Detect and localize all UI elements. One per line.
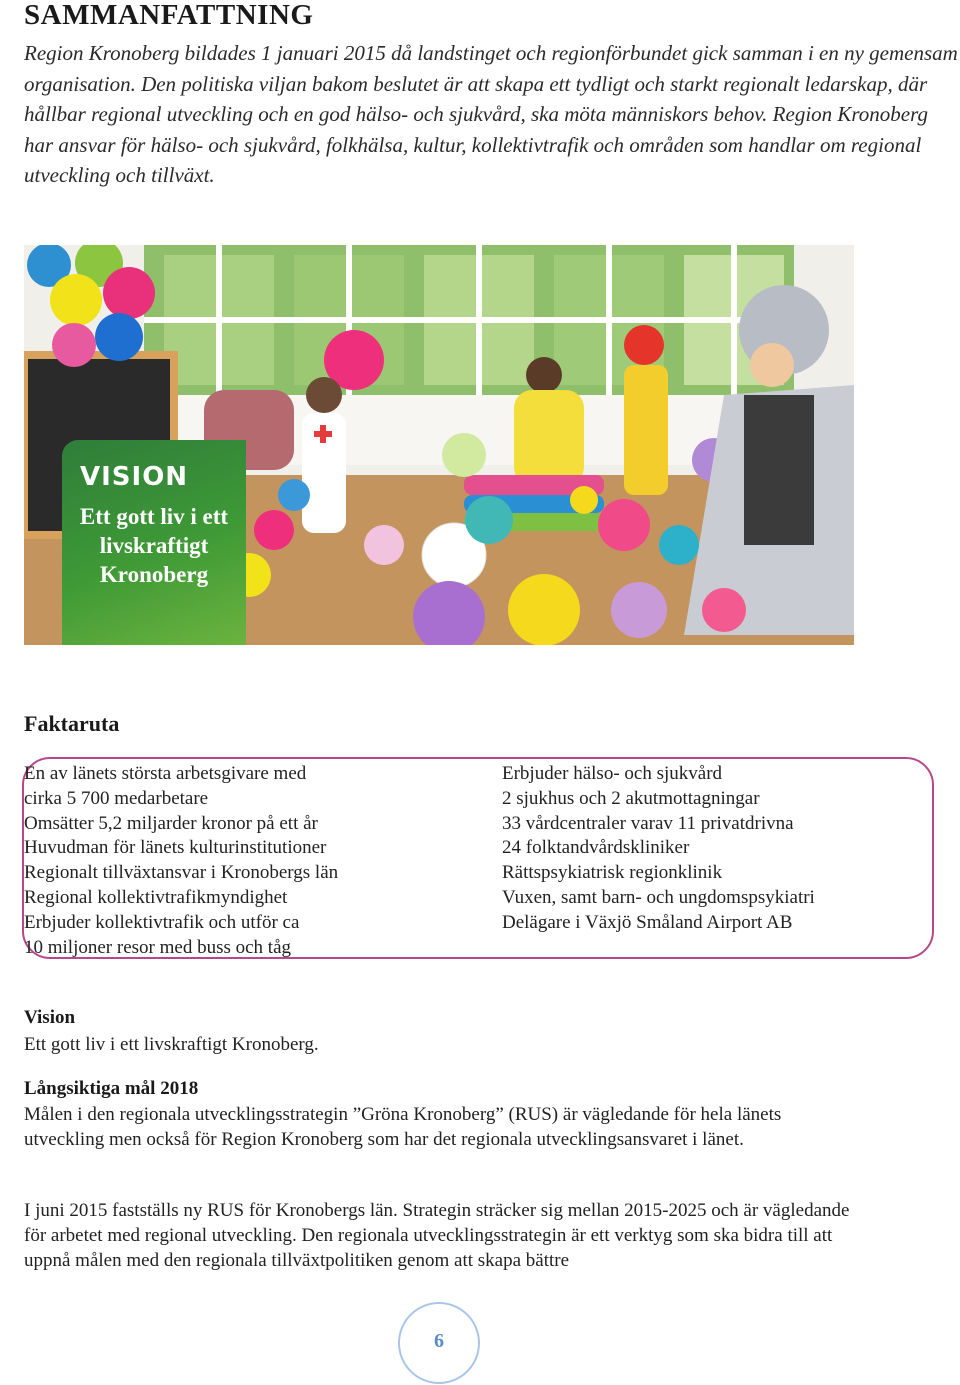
vision-badge-tagline: Ett gott liv i ett livskraftigt Kronoberg: [79, 504, 229, 587]
vision-section-title: Vision: [24, 1007, 76, 1028]
goals-paragraph-2: I juni 2015 fastställs ny RUS för Kronobergs län. Strategin sträcker sig mellan 2015-2025 och är vägledande för arbetet med regional utveckling. Den regionala utvecklingsstrategin är ett verktyg som ska bidra till att uppnå målen med den regionala tillväxtpolitiken genom att skapa bättre: [24, 1200, 850, 1271]
intro-paragraph: Region Kronoberg bildades 1 januari 2015 då landstinget och regionförbundet gick samman i en ny gemensam organisation. Den politiska viljan bakom beslutet är att skapa ett tydligt och starkt regionalt ledarskap, där hållbar regional utveckling och en god hälso- och sjukvård, ska möta människors behov. Region Kronoberg har ansvar för hälso- och sjukvård, folkhälsa, kultur, kollektivtrafik och områden som handlar om regional utveckling och tillväxt.: [24, 41, 958, 187]
fact-item: Regionalt tillväxtansvar i Kronobergs län: [24, 862, 339, 884]
fact-item: Rättspsykiatrisk regionklinik: [502, 862, 723, 884]
fact-item: En av länets största arbetsgivare med: [24, 763, 307, 784]
fact-item: Regional kollektivtrafikmyndighet: [24, 886, 288, 908]
facts-list-left: [24, 762, 484, 960]
fact-item: Omsätter 5,2 miljarder kronor på ett år: [24, 812, 318, 834]
fact-item: 33 vårdcentraler varav 11 privatdrivna: [502, 812, 794, 834]
vision-section-text: Ett gott liv i ett livskraftigt Kronoberg.: [24, 1034, 319, 1055]
vision-badge: [62, 440, 246, 645]
page-number: 6: [434, 1330, 444, 1352]
fact-item: Huvudman för länets kulturinstitutioner: [24, 837, 327, 859]
fact-item: 2 sjukhus och 2 akutmottagningar: [502, 787, 760, 809]
facts-list-right: [502, 762, 942, 936]
fact-item: 10 miljoner resor med buss och tåg: [24, 936, 292, 958]
vision-badge-title: VISION: [80, 462, 189, 492]
fact-item: Erbjuder kollektivtrafik och utför ca: [24, 911, 300, 933]
fact-item: Delägare i Växjö Småland Airport AB: [502, 911, 793, 933]
goals-paragraph-1: Målen i den regionala utvecklingsstrategin ”Gröna Kronoberg” (RUS) är vägledande för hela länets utveckling men också för Region Kronoberg som har det regionala utvecklingsansvaret i länet.: [24, 1104, 782, 1150]
fact-item: 24 folktandvårdskliniker: [502, 837, 690, 859]
fact-item: Vuxen, samt barn- och ungdomspsykiatri: [502, 886, 815, 908]
facts-heading: Faktaruta: [24, 711, 120, 736]
page-heading: SAMMANFATTNING: [24, 0, 314, 31]
goals-section-title: Långsiktiga mål 2018: [24, 1078, 199, 1099]
fact-item: cirka 5 700 medarbetare: [24, 787, 209, 809]
fact-item: Erbjuder hälso- och sjukvård: [502, 763, 723, 784]
